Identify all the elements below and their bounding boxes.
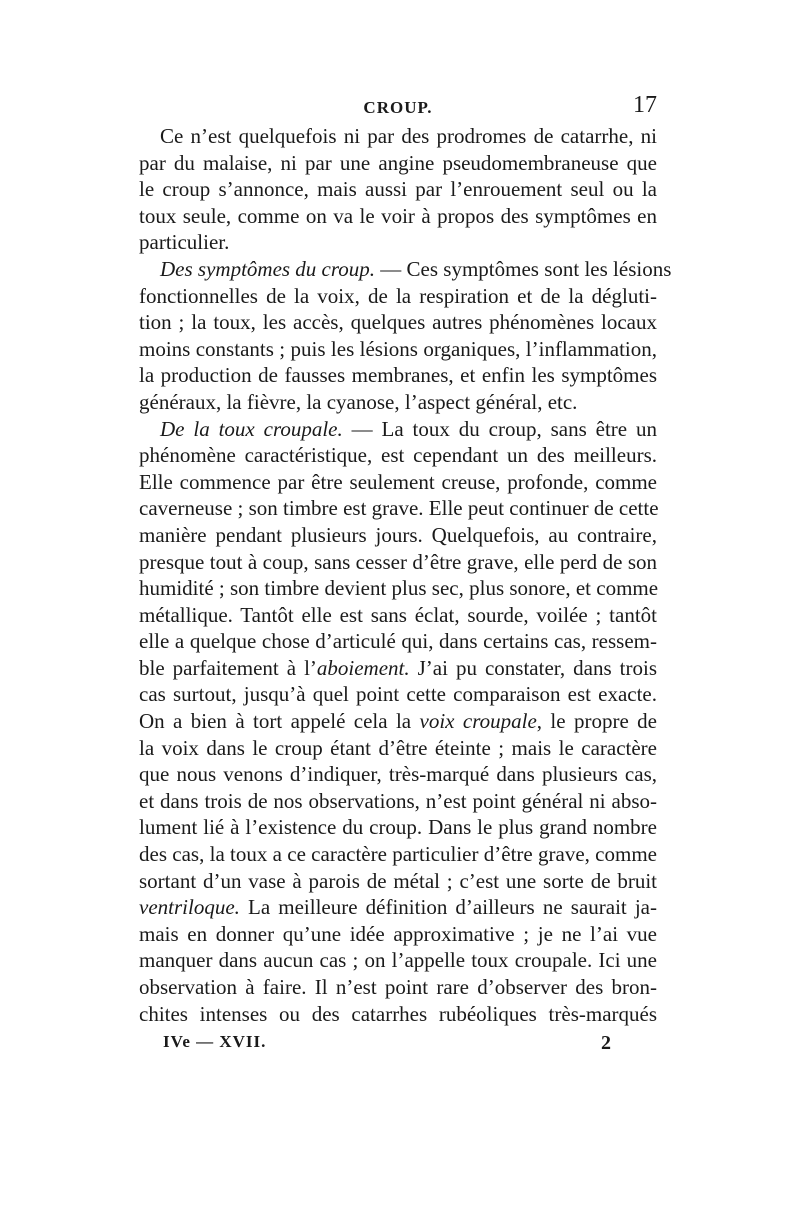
text-line: généraux, la fièvre, la cyanose, l’aspect général, etc. [139,389,578,414]
section-heading-line [139,416,657,443]
body-text [139,123,672,1027]
text-line: chites intenses ou des catarrhes rubéoliques très-marqués [139,1001,657,1026]
text-line: toux seule, comme on va le voir à propos des symptômes en [139,203,657,228]
text-fragment: — Ces symptômes sont les lésions [375,256,672,281]
text-line: et dans trois de nos observations, n’est point général ni abso- [139,788,657,813]
text-line: métallique. Tantôt elle est sans éclat, sourde, voilée ; tantôt [139,602,657,627]
text-fragment: On a bien à tort appelé cela la [139,709,420,734]
text-line: sortant d’un vase à parois de métal ; c’est une sorte de bruit [139,868,657,893]
text-line: humidité ; son timbre devient plus sec, plus sonore, et comme [139,576,659,601]
text-line [139,894,657,921]
text-line: la production de fausses membranes, et enfin les symptômes [139,363,657,388]
text-fragment: La meilleure définition d’ailleurs ne saurait ja- [239,895,657,920]
text-line: lument lié à l’existence du croup. Dans le plus grand nombre [139,815,657,840]
text-line: moins constants ; puis les lésions organiques, l’inflammation, [139,336,657,361]
section-heading-line [139,256,672,283]
text-line [139,708,657,735]
italic-term: aboiement. [316,655,410,680]
text-line: elle a quelque chose d’articulé qui, dans certains cas, ressem- [139,629,657,654]
text-fragment: — La toux du croup, sans être un [342,416,657,441]
text-line: caverneuse ; son timbre est grave. Elle peut continuer de cette [139,496,659,521]
text-line: des cas, la toux a ce caractère particulier d’être grave, comme [139,842,657,867]
text-line: manquer dans aucun cas ; on l’appelle toux croupale. Ici une [139,948,657,973]
text-line: Elle commence par être seulement creuse, profonde, comme [139,469,657,494]
text-line: phénomène caractéristique, est cependant un des meilleurs. [139,443,657,468]
text-line: particulier. [139,230,230,255]
section-heading-toux-croupale: De la toux croupale. [160,416,343,441]
italic-term: voix croupale [419,709,537,734]
page-number: 17 [633,92,657,118]
text-fragment: ble parfaitement à l’ [139,655,317,680]
text-line: cas surtout, jusqu’à quel point cette comparaison est exacte. [139,682,657,707]
text-line: par du malaise, ni par une angine pseudomembraneuse que [139,150,657,175]
page-footer [139,1032,657,1058]
text-line: fonctionnelles de la voix, de la respiration et de la dégluti- [139,283,657,308]
text-line: manière pendant plusieurs jours. Quelquefois, au contraire, [139,522,657,547]
page-header [139,92,657,122]
sheet-number: 2 [601,1032,611,1054]
text-line: le croup s’annonce, mais aussi par l’enrouement seul ou la [139,177,657,202]
running-title: CROUP. [363,98,433,117]
text-fragment: , le propre de [536,709,657,734]
text-line: tion ; la toux, les accès, quelques autres phénomènes locaux [139,310,657,335]
text-line: mais en donner qu’une idée approximative ; je ne l’ai vue [139,921,657,946]
signature-mark: IVe — XVII. [163,1032,267,1051]
text-line: observation à faire. Il n’est point rare d’observer des bron- [139,975,657,999]
section-heading-symptomes: Des symptômes du croup. [160,256,376,281]
text-line: la voix dans le croup étant d’être éteinte ; mais le caractère [139,735,657,760]
text-line: que nous venons d’indiquer, très-marqué dans plusieurs cas, [139,762,657,787]
text-line: Ce n’est quelquefois ni par des prodromes de catarrhe, ni [160,124,657,148]
text-fragment: J’ai pu constater, dans trois [409,655,657,680]
text-line: presque tout à coup, sans cesser d’être grave, elle perd de son [139,549,657,574]
italic-term: ventriloque. [139,895,240,920]
text-line [139,655,657,682]
